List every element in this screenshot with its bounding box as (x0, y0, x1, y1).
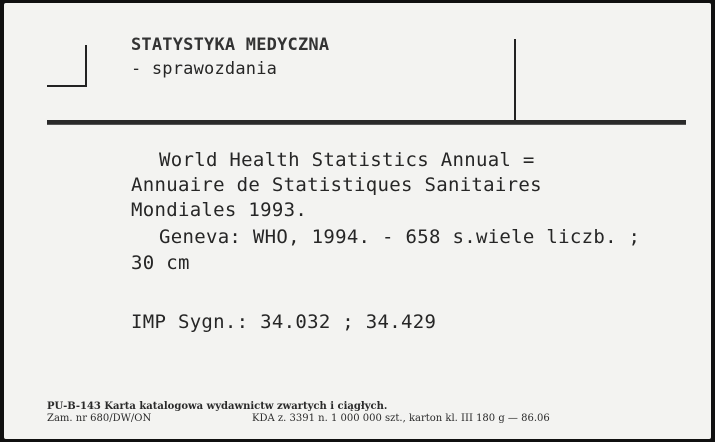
title-line-2: Annuaire de Statistiques Sanitaires (131, 174, 542, 196)
corner-mark-vertical (85, 45, 87, 87)
title-line-3: Mondiales 1993. (131, 199, 308, 221)
subject-heading: STATYSTYKA MEDYCZNA (131, 35, 330, 55)
footer-order-number: Zam. nr 680/DW/ON (47, 413, 152, 424)
catalog-card (4, 3, 711, 439)
vertical-divider (514, 39, 516, 121)
footer-print-info: KDA z. 3391 n. 1 000 000 szt., karton kl. III 180 g — 86.06 (252, 413, 550, 424)
imprint-line-2: 30 cm (131, 252, 190, 274)
horizontal-rule (47, 120, 686, 125)
title-line-1: World Health Statistics Annual = (159, 149, 535, 171)
imprint-line-1: Geneva: WHO, 1994. - 658 s.wiele liczb. ; (159, 226, 641, 248)
corner-mark-horizontal (47, 85, 87, 87)
footer-form-label: PU-B-143 Karta katalogowa wydawnictw zwartych i ciągłych. (47, 401, 388, 412)
subject-subheading: - sprawozdania (131, 59, 278, 79)
call-numbers: IMP Sygn.: 34.032 ; 34.429 (131, 311, 437, 333)
footer-order-line (47, 413, 550, 424)
